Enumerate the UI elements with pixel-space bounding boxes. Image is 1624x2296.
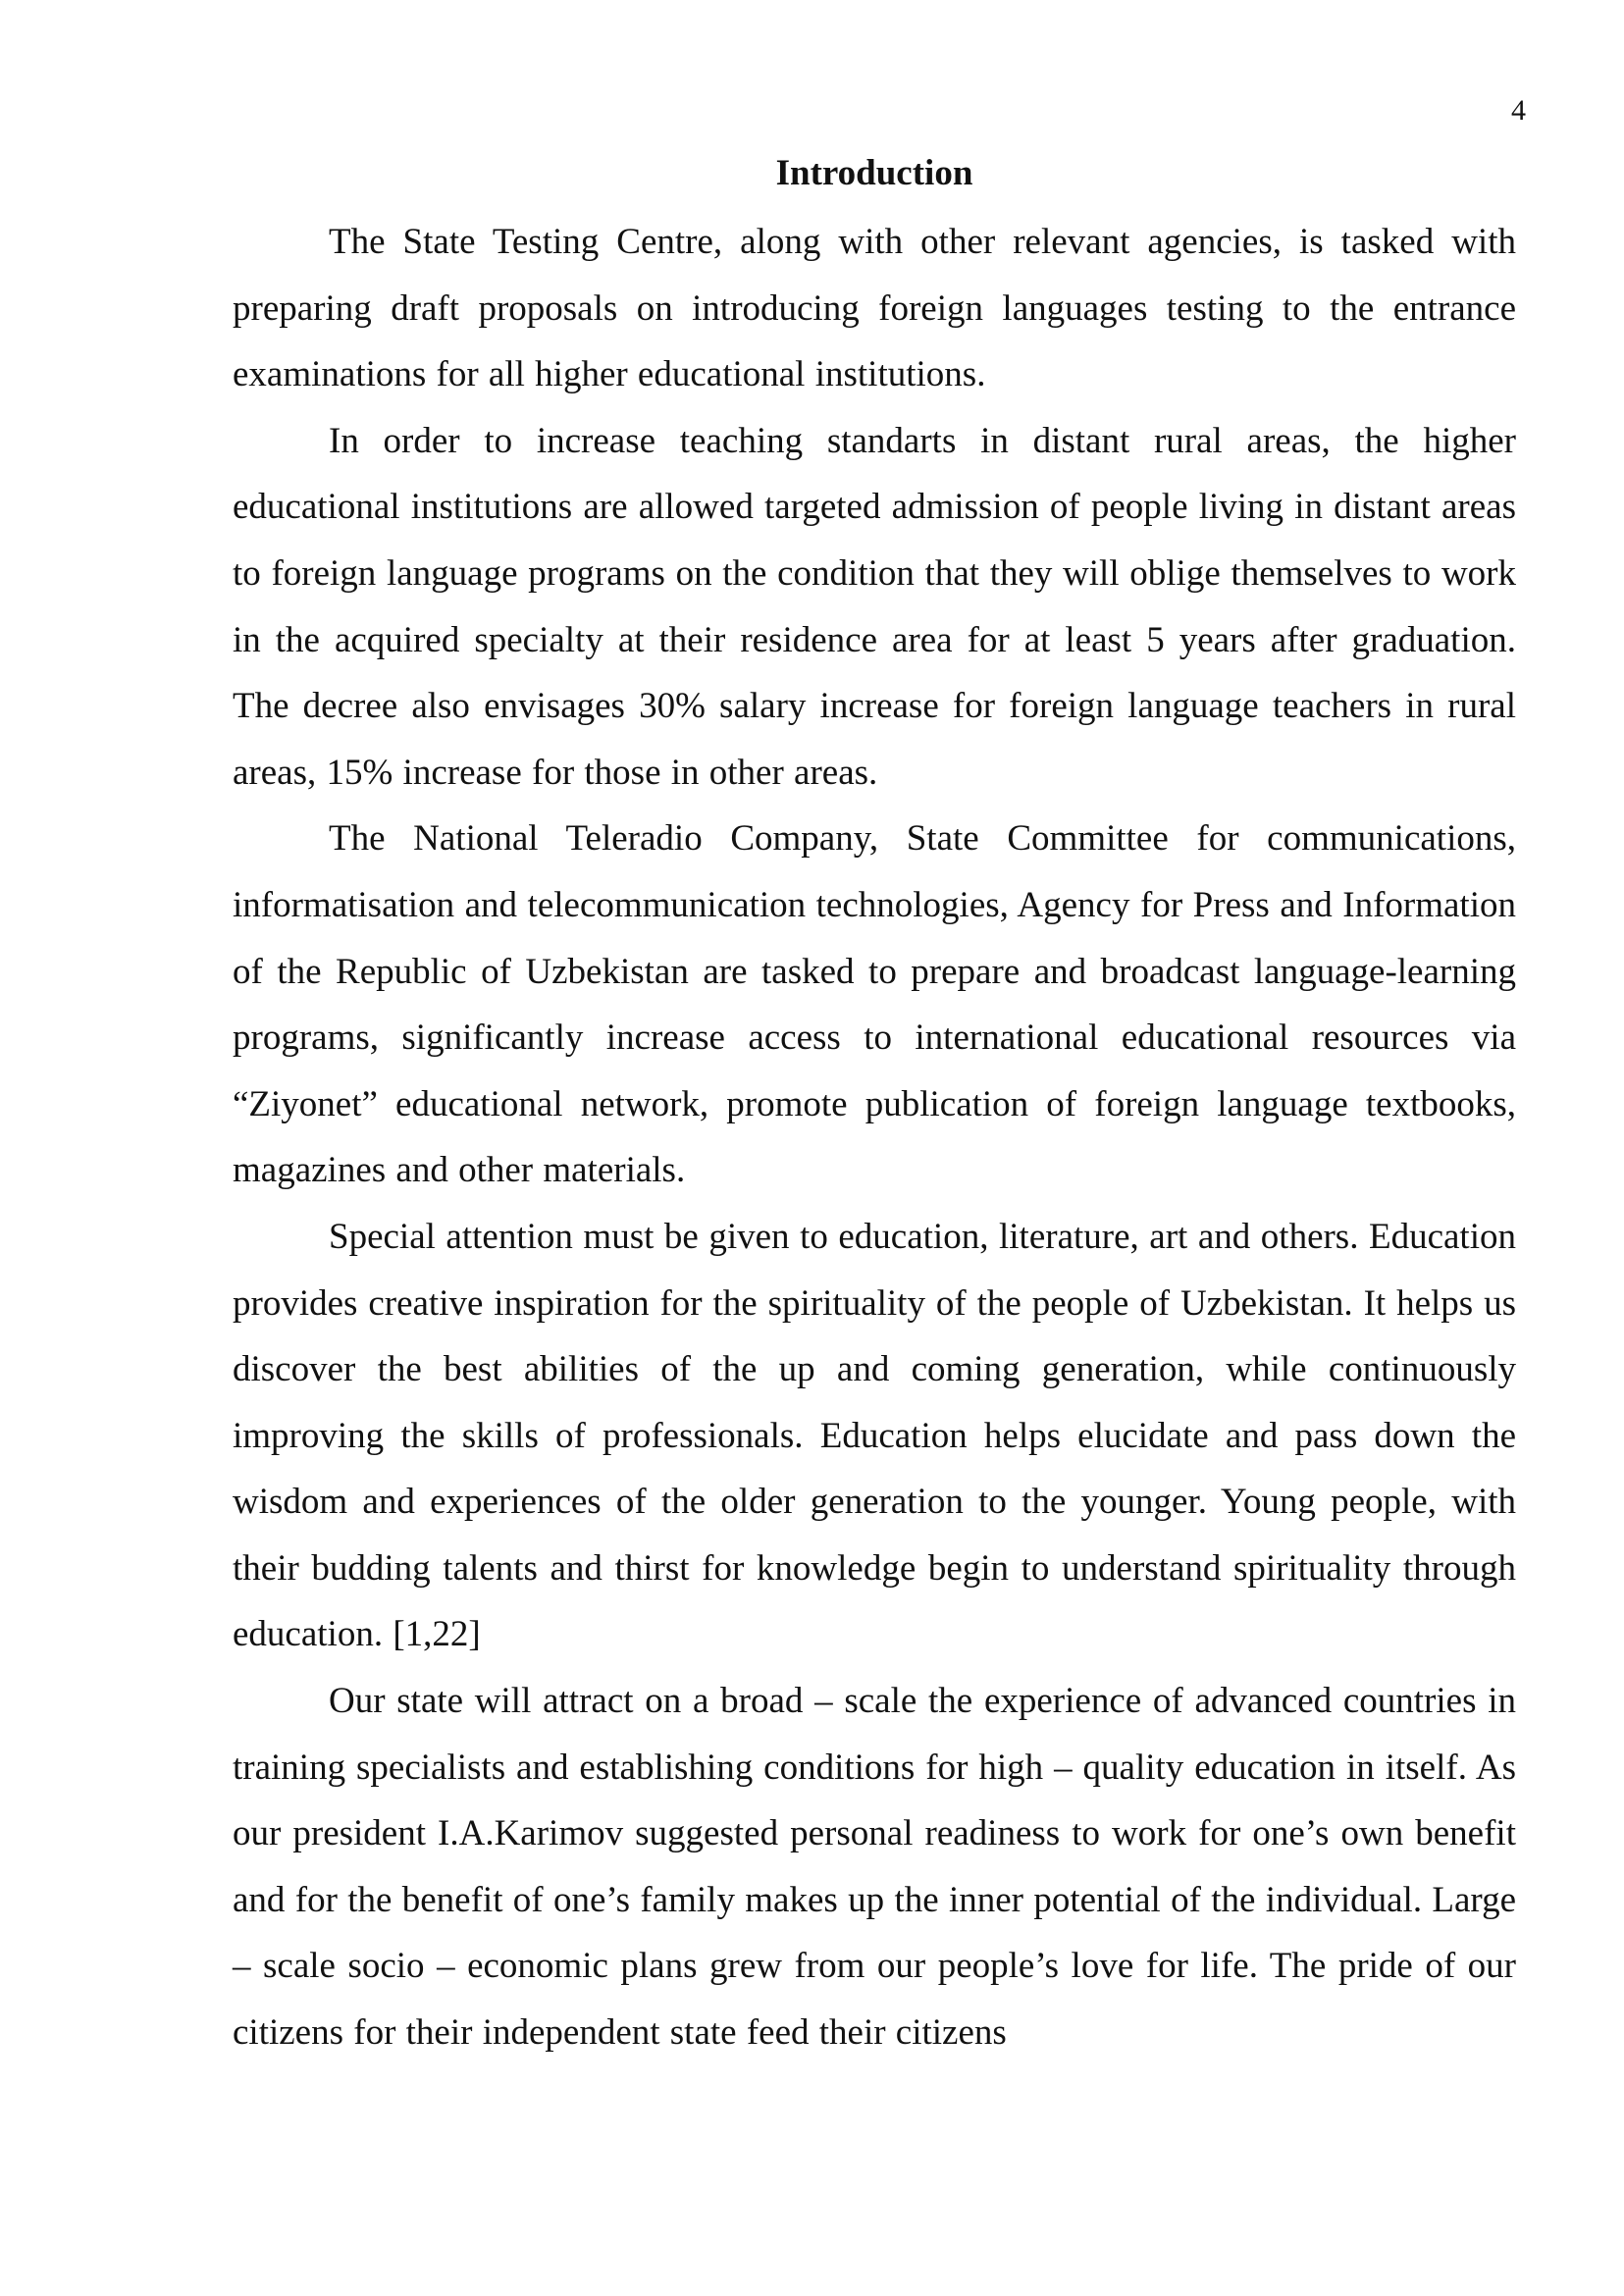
paragraph-1: The State Testing Centre, along with other relevant agencies, is tasked with preparing draft proposals on introducing foreign languages testing to the entrance examinations for all higher educational institutions. — [233, 222, 1516, 395]
paragraph-5: Our state will attract on a broad – scale the experience of advanced countries in training specialists and establishing conditions for high – quality education in itself. As our president I.A.Karimov suggested personal readiness to work for one’s own benefit and for the benefit of one’s family makes up the inner potential of the individual. Large – scale socio – economic plans grew from our people’s love for life. The pride of our citizens for their independent state feed their citizens — [233, 1681, 1516, 2054]
page-number: 4 — [1511, 94, 1526, 127]
paragraph-2: In order to increase teaching standarts in distant rural areas, the higher educational institutions are allowed targeted admission of people living in distant areas to foreign language programs on the condition that they will oblige themselves to work in the acquired specialty at their residence area for at least 5 years after graduation. The decree also envisages 30% salary increase for foreign language teachers in rural areas, 15% increase for those in other areas. — [233, 420, 1516, 793]
section-title: Introduction — [775, 153, 973, 193]
paragraph-4: Special attention must be given to education, literature, art and others. Education provides creative inspiration for the spirituality of the people of Uzbekistan. It helps us discover the best abilities of the up and coming generation, while continuously improving the skills of professionals. Education helps elucidate and pass down the wisdom and experiences of the older generation to the younger. Young people, with their budding talents and thirst for knowledge begin to understand spirituality through education. [1,22] — [233, 1216, 1516, 1655]
paragraph-3: The National Teleradio Company, State Committee for communications, informatisation and telecommunication technologies, Agency for Press and Information of the Republic of Uzbekistan are tasked to prepare and broadcast language-learning programs, significantly increase access to international educational resources via “Ziyonet” educational network, promote publication of foreign language textbooks, magazines and other materials. — [233, 818, 1516, 1191]
document-body — [233, 147, 1516, 2066]
